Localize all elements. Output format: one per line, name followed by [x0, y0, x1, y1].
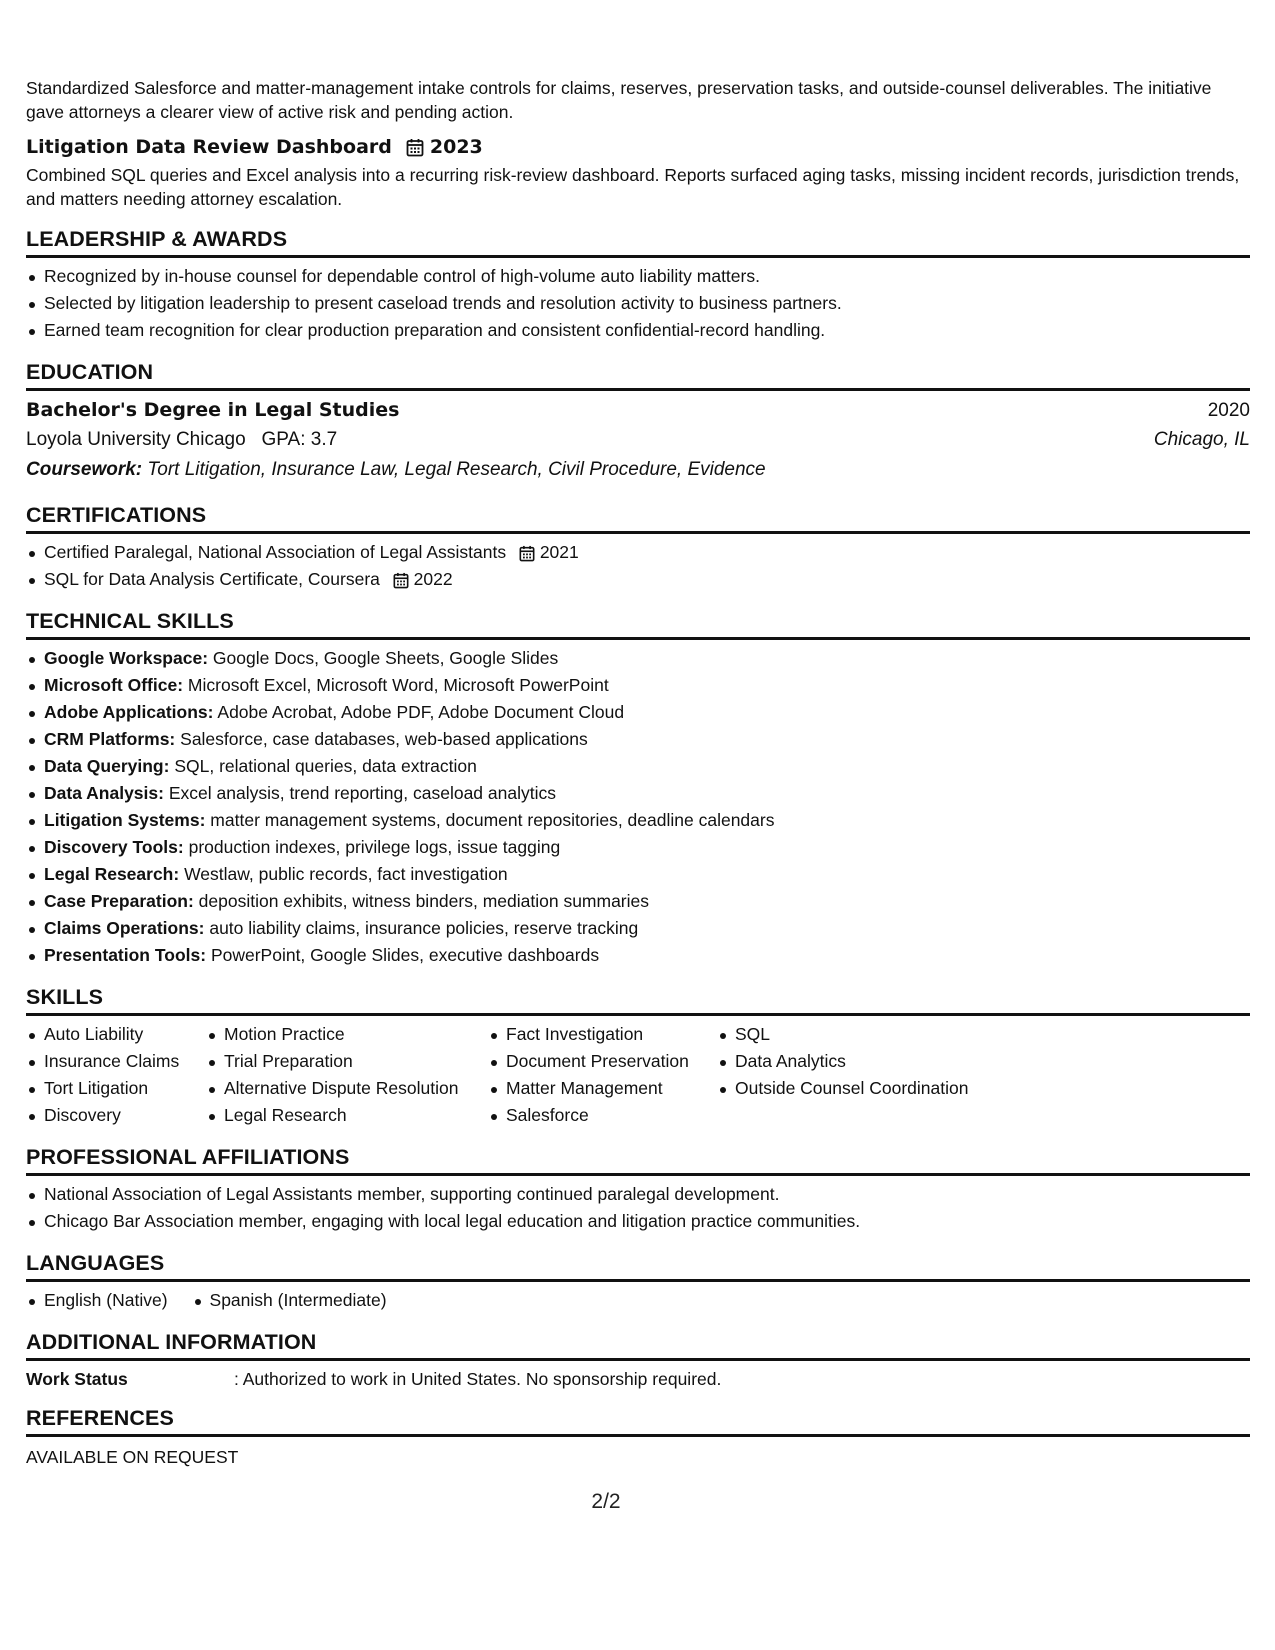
languages-heading: LANGUAGES	[26, 1251, 1250, 1282]
project-title: Litigation Data Review Dashboard	[26, 136, 392, 158]
certification-name: SQL for Data Analysis Certificate, Coursera	[44, 569, 380, 589]
technical-skill-item	[26, 672, 1250, 699]
skill-item: Tort Litigation	[26, 1075, 206, 1102]
technical-skill-item	[26, 834, 1250, 861]
project-title-row	[26, 136, 1250, 158]
certification-name: Certified Paralegal, National Association of Legal Assistants	[44, 542, 507, 562]
technical-skill-label: Adobe Applications:	[44, 702, 214, 722]
skills-column	[488, 1021, 717, 1129]
technical-skill-value: production indexes, privilege logs, issue tagging	[188, 837, 561, 857]
technical-skill-item	[26, 753, 1250, 780]
calendar-icon	[519, 545, 535, 562]
technical-skill-item	[26, 807, 1250, 834]
technical-skill-value: PowerPoint, Google Slides, executive dashboards	[210, 945, 600, 965]
skill-item: Discovery	[26, 1102, 206, 1129]
work-status-value: : Authorized to work in United States. No sponsorship required.	[234, 1369, 722, 1389]
skill-item: Salesforce	[488, 1102, 717, 1129]
education-heading: EDUCATION	[26, 360, 1250, 391]
skill-item: Motion Practice	[206, 1021, 488, 1048]
education-degree-row	[26, 391, 1250, 422]
technical-skill-label: Data Analysis:	[44, 783, 164, 803]
calendar-icon	[406, 138, 424, 157]
technical-skill-label: Discovery Tools:	[44, 837, 184, 857]
skill-item: Auto Liability	[26, 1021, 206, 1048]
skill-item: Insurance Claims	[26, 1048, 206, 1075]
affiliations-heading: PROFESSIONAL AFFILIATIONS	[26, 1145, 1250, 1176]
technical-skill-item	[26, 699, 1250, 726]
technical-skill-item	[26, 645, 1250, 672]
certification-year: 2021	[539, 542, 579, 562]
skill-item: Outside Counsel Coordination	[717, 1075, 1017, 1102]
references-text: AVAILABLE ON REQUEST	[26, 1447, 239, 1467]
technical-skill-value: Adobe Acrobat, Adobe PDF, Adobe Document Cloud	[217, 702, 625, 722]
skill-item: Data Analytics	[717, 1048, 1017, 1075]
language-list	[26, 1287, 192, 1314]
leadership-item: Earned team recognition for clear production preparation and consistent confidential-record handling.	[26, 317, 1250, 344]
skills-columns	[26, 1021, 1250, 1129]
technical-skill-label: Legal Research:	[44, 864, 180, 884]
certification-year: 2022	[413, 569, 453, 589]
leadership-heading: LEADERSHIP & AWARDS	[26, 227, 1250, 258]
certification-item	[26, 566, 1250, 593]
leadership-item: Selected by litigation leadership to present caseload trends and resolution activity to business partners.	[26, 290, 1250, 317]
language-list	[192, 1287, 411, 1314]
education-school-row	[26, 422, 1250, 451]
affiliation-item: National Association of Legal Assistants member, supporting continued paralegal development.	[26, 1181, 1250, 1208]
technical-skill-value: Salesforce, case databases, web-based applications	[180, 729, 588, 749]
page-number: 2/2	[591, 1490, 621, 1513]
technical-skill-value: SQL, relational queries, data extraction	[174, 756, 477, 776]
skill-item: Trial Preparation	[206, 1048, 488, 1075]
technical-skill-label: Data Querying:	[44, 756, 170, 776]
education-degree: Bachelor's Degree in Legal Studies	[26, 399, 400, 421]
technical-skill-label: Microsoft Office:	[44, 675, 184, 695]
project-year: 2023	[429, 136, 483, 158]
technical-skill-label: Presentation Tools:	[44, 945, 207, 965]
technical-skill-label: CRM Platforms:	[44, 729, 176, 749]
skill-item: Fact Investigation	[488, 1021, 717, 1048]
resume-content	[26, 76, 1250, 1468]
education-school-line	[26, 429, 337, 451]
technical-skill-value: Excel analysis, trend reporting, caseload analytics	[168, 783, 556, 803]
work-status-row	[26, 1369, 1250, 1390]
technical-skill-label: Litigation Systems:	[44, 810, 206, 830]
work-status-label: Work Status	[26, 1369, 128, 1389]
language-item: English (Native)	[26, 1287, 168, 1314]
technical-skill-item	[26, 726, 1250, 753]
technical-skill-label: Case Preparation:	[44, 891, 194, 911]
certifications-heading: CERTIFICATIONS	[26, 503, 1250, 534]
skills-heading: SKILLS	[26, 985, 1250, 1016]
technical-skills-list	[26, 645, 1250, 969]
technical-skill-item	[26, 915, 1250, 942]
skill-item: Legal Research	[206, 1102, 488, 1129]
skill-item: SQL	[717, 1021, 1017, 1048]
leadership-list	[26, 263, 1250, 344]
project-intro-paragraph: Standardized Salesforce and matter-management intake controls for claims, reserves, preservation tasks, and outside-counsel deliverables. The initiative gave attorneys a clearer view of active risk and pending action.	[26, 78, 1212, 122]
technical-skill-item	[26, 942, 1250, 969]
education-gpa: GPA: 3.7	[261, 429, 338, 450]
language-item: Spanish (Intermediate)	[192, 1287, 387, 1314]
technical-skill-label: Claims Operations:	[44, 918, 205, 938]
languages-row	[26, 1287, 1250, 1314]
education-location: Chicago, IL	[1153, 429, 1250, 450]
technical-skill-value: Google Docs, Google Sheets, Google Slides	[212, 648, 559, 668]
skill-item: Alternative Dispute Resolution	[206, 1075, 488, 1102]
technical-skill-value: Westlaw, public records, fact investigation	[184, 864, 508, 884]
technical-skill-item	[26, 780, 1250, 807]
calendar-icon	[393, 572, 409, 589]
skill-item: Matter Management	[488, 1075, 717, 1102]
project-description: Combined SQL queries and Excel analysis into a recurring risk-review dashboard. Reports surfaced aging tasks, missing incident records, jurisdiction trends, and matters needing attorney escalation.	[26, 165, 1240, 209]
certifications-list	[26, 539, 1250, 593]
coursework-list: Tort Litigation, Insurance Law, Legal Research, Civil Procedure, Evidence	[147, 459, 766, 480]
skills-column	[26, 1021, 206, 1129]
coursework-label: Coursework:	[26, 459, 143, 480]
leadership-item: Recognized by in-house counsel for dependable control of high-volume auto liability matters.	[26, 263, 1250, 290]
skills-column	[717, 1021, 1017, 1129]
technical-skill-item	[26, 888, 1250, 915]
technical-skills-heading: TECHNICAL SKILLS	[26, 609, 1250, 640]
affiliations-list	[26, 1181, 1250, 1235]
education-year: 2020	[1207, 400, 1250, 421]
technical-skill-value: auto liability claims, insurance policies, reserve tracking	[209, 918, 639, 938]
technical-skill-item	[26, 861, 1250, 888]
technical-skill-label: Google Workspace:	[44, 648, 209, 668]
education-school: Loyola University Chicago	[26, 429, 246, 450]
education-coursework	[26, 459, 1250, 481]
technical-skill-value: deposition exhibits, witness binders, mediation summaries	[198, 891, 650, 911]
additional-info-heading: ADDITIONAL INFORMATION	[26, 1330, 1250, 1361]
technical-skill-value: Microsoft Excel, Microsoft Word, Microsoft PowerPoint	[187, 675, 609, 695]
skills-column	[206, 1021, 488, 1129]
technical-skill-value: matter management systems, document repositories, deadline calendars	[210, 810, 775, 830]
certification-item	[26, 539, 1250, 566]
skill-item: Document Preservation	[488, 1048, 717, 1075]
affiliation-item: Chicago Bar Association member, engaging with local legal education and litigation practice communities.	[26, 1208, 1250, 1235]
references-heading: REFERENCES	[26, 1406, 1250, 1437]
